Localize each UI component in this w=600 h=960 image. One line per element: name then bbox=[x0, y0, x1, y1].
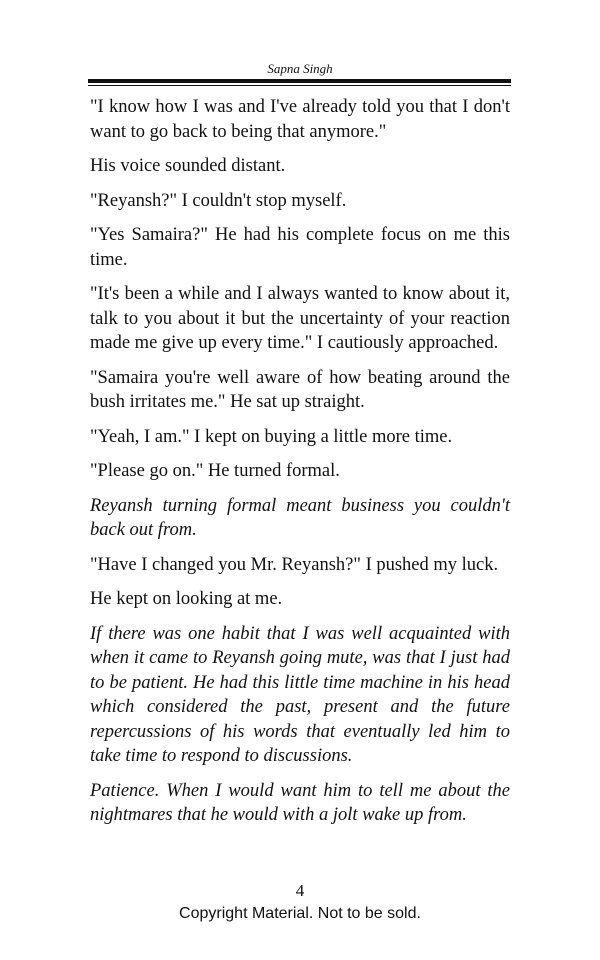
paragraph: "Please go on." He turned formal. bbox=[90, 461, 340, 481]
header-rule-thick bbox=[88, 79, 511, 83]
paragraph: His voice sounded distant. bbox=[90, 156, 286, 176]
paragraph: "Reyansh?" I couldn't stop myself. bbox=[90, 190, 347, 211]
italic-paragraph: Reyansh turning formal meant business you couldn't back out from. bbox=[90, 495, 510, 540]
paragraph: "Samaira you're well aware of how beating around the bush irritates me." He sat up straight. bbox=[90, 367, 510, 412]
italic-paragraph: If there was one habit that I was well acquainted with when it came to Reyansh going mute, was that I just had to be patient. He had this little time machine in his head which considered the past, present and the future repercussions of his words that eventually led him to take time to respond to discussions. bbox=[90, 623, 510, 766]
paragraph: "Have I changed you Mr. Reyansh?" I pushed my luck. bbox=[90, 554, 499, 575]
copyright-notice: Copyright Material. Not to be sold. bbox=[179, 905, 421, 922]
header-rule-thin bbox=[88, 85, 511, 86]
italic-paragraph: Patience. When I would want him to tell me about the nightmares that he would with a jolt wake up from. bbox=[90, 780, 510, 825]
paragraph: "It's been a while and I always wanted to know about it, talk to you about it but the uncertainty of your reaction made me give up every time." I cautiously approached. bbox=[90, 284, 510, 353]
paragraph: "Yes Samaira?" He had his complete focus on me this time. bbox=[90, 225, 510, 270]
page-body bbox=[90, 95, 510, 838]
paragraph: "I know how I was and I've already told you that I don't want to go back to being that anymore." bbox=[90, 97, 510, 142]
running-header-author: Sapna Singh bbox=[267, 61, 333, 76]
paragraph: "Yeah, I am." I kept on buying a little more time. bbox=[90, 426, 453, 447]
paragraph: He kept on looking at me. bbox=[90, 589, 283, 609]
page-number: 4 bbox=[295, 881, 305, 900]
